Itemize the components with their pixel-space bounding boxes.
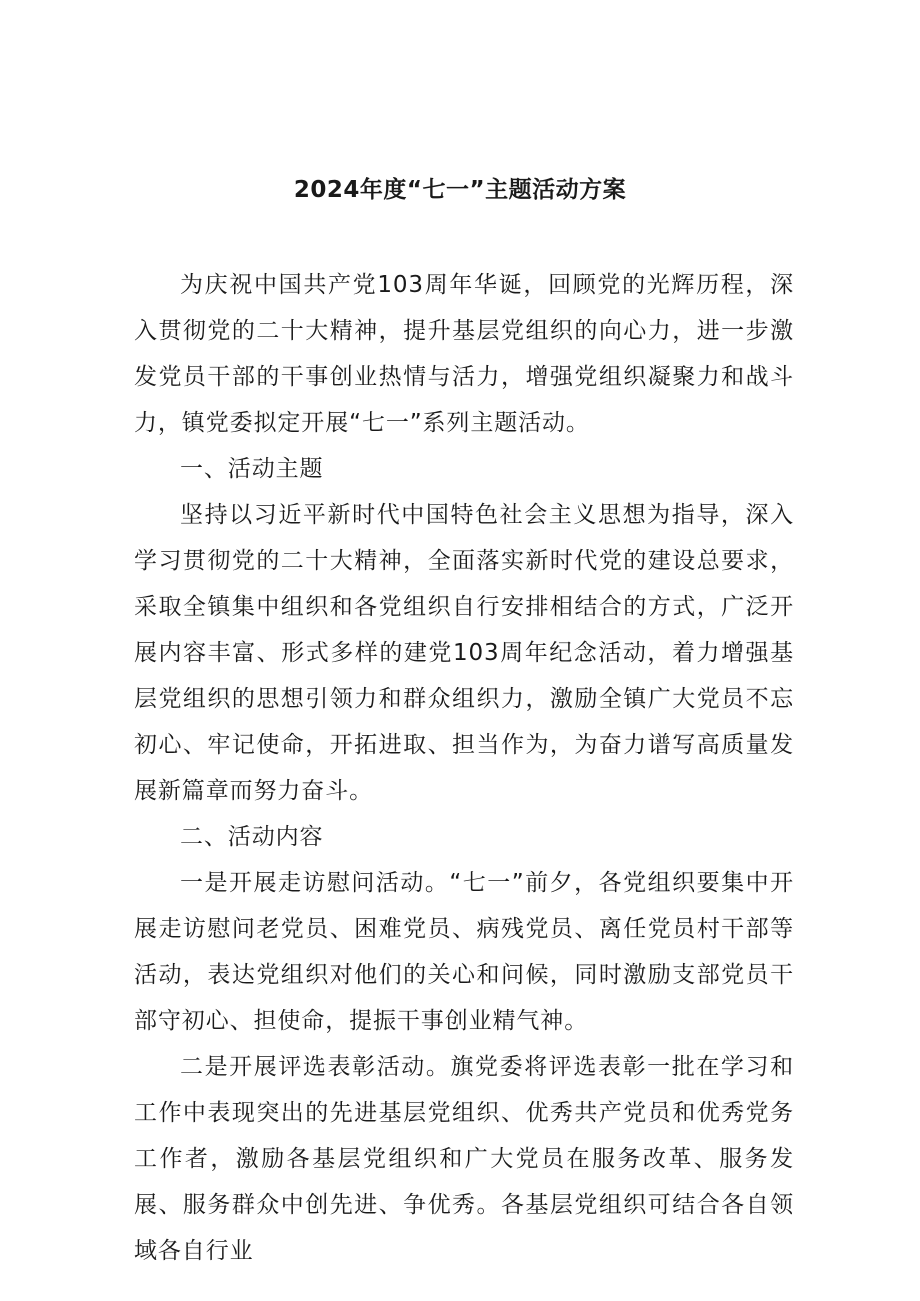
section-heading-theme: 一、活动主题	[180, 456, 324, 482]
theme-paragraph: 坚持以习近平新时代中国特色社会主义思想为指导，深入学习贯彻党的二十大精神，全面落实新时代党的建设总要求，采取全镇集中组织和各党组织自行安排相结合的方式，广泛开展内容丰富、形式多样的建党103周年纪念活动，着力增强基层党组织的思想引领力和群众组织力，激励全镇广大党员不忘初心、牢记使命，开拓进取、担当作为，为奋力谱写高质量发展新篇章而努力奋斗。	[134, 502, 794, 804]
document-body	[134, 262, 794, 1274]
content-paragraph-awards: 二是开展评选表彰活动。旗党委将评选表彰一批在学习和工作中表现突出的先进基层党组织、优秀共产党员和优秀党务工作者，激励各基层党组织和广大党员在服务改革、服务发展、服务群众中创先进、争优秀。各基层党组织可结合各自领域各自行业	[134, 1054, 794, 1264]
section-heading-content: 二、活动内容	[180, 824, 324, 850]
intro-paragraph: 为庆祝中国共产党103周年华诞，回顾党的光辉历程，深入贯彻党的二十大精神，提升基层党组织的向心力，进一步激发党员干部的干事创业热情与活力，增强党组织凝聚力和战斗力，镇党委拟定开展“七一”系列主题活动。	[134, 272, 794, 436]
content-paragraph-visits: 一是开展走访慰问活动。“七一”前夕，各党组织要集中开展走访慰问老党员、困难党员、病残党员、离任党员村干部等活动，表达党组织对他们的关心和问候，同时激励支部党员干部守初心、担使命，提振干事创业精气神。	[134, 870, 794, 1034]
document-title: 2024年度“七一”主题活动方案	[293, 177, 627, 203]
